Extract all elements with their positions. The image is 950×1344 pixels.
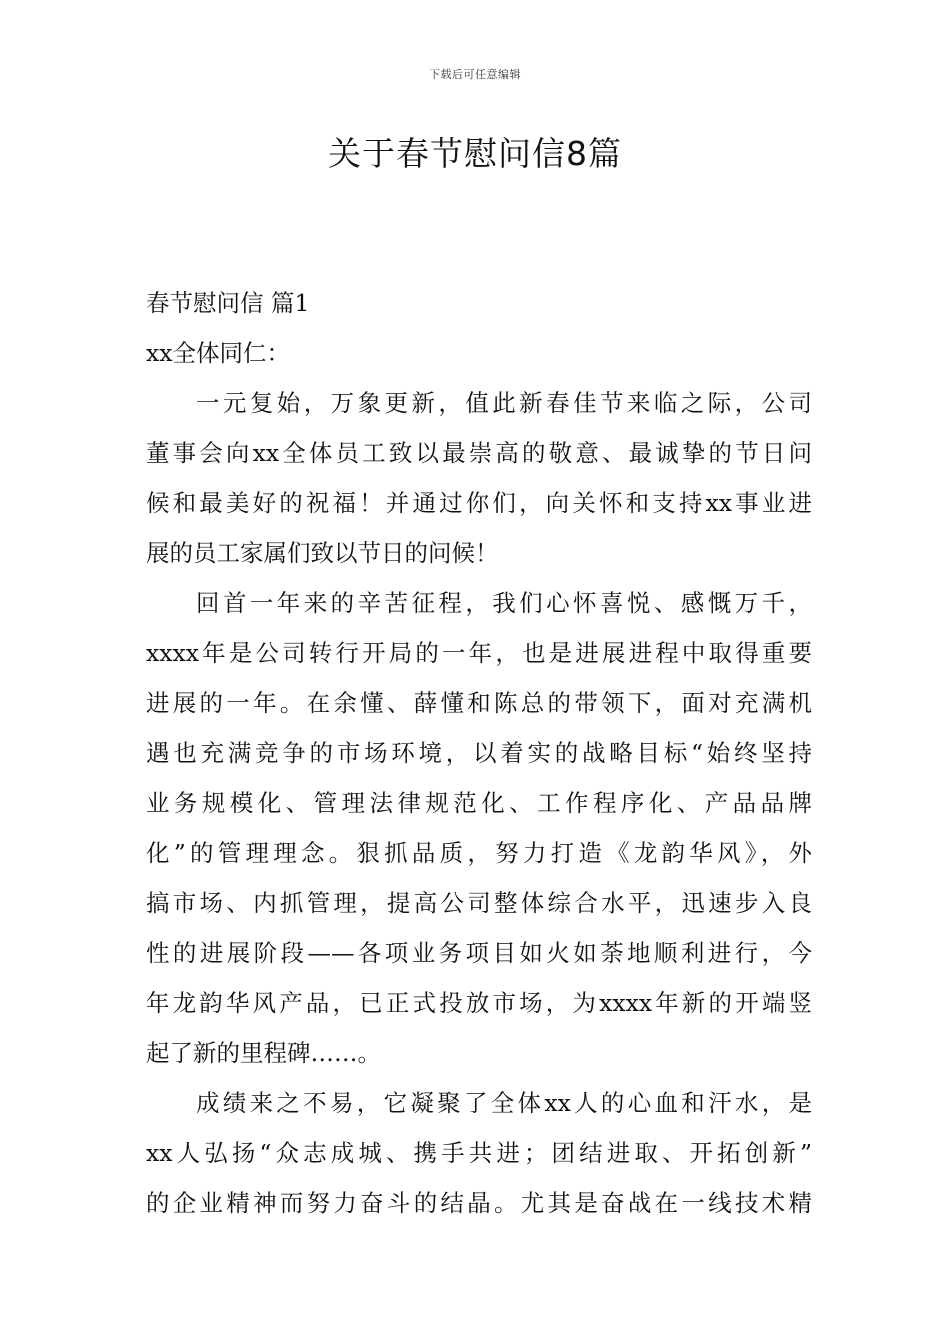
paragraph-line: 搞市场、内抓管理，提高公司整体综合水平，迅速步入良 — [146, 889, 812, 917]
paragraph-line: 业务规模化、管理法律规范化、工作程序化、产品品牌 — [146, 789, 812, 817]
paragraph-line: 进展的一年。在余懂、薛懂和陈总的带领下，面对充满机 — [146, 689, 812, 717]
paragraph-line: 展的员工家属们致以节日的问候！ — [146, 539, 499, 567]
document-title: 关于春节慰问信8篇 — [328, 134, 622, 173]
paragraph-line: 一元复始，万象更新，值此新春佳节来临之际，公司 — [196, 389, 812, 417]
paragraph-line: 起了新的里程碑……。 — [146, 1039, 381, 1067]
paragraph-line: 化”的管理理念。狠抓品质，努力打造《龙韵华风》，外 — [146, 839, 812, 867]
paragraph-1 — [146, 378, 812, 578]
paragraph-line: 董事会向xx全体员工致以最崇高的敬意、最诚挚的节日问 — [146, 439, 812, 467]
paragraph-line: 遇也充满竞争的市场环境，以着实的战略目标“始终坚持 — [146, 739, 812, 767]
salutation: xx全体同仁： — [146, 339, 291, 367]
section-heading: 春节慰问信 篇1 — [146, 289, 310, 317]
paragraph-line: 年龙韵华风产品，已正式投放市场，为xxxx年新的开端竖 — [146, 989, 812, 1017]
paragraph-3 — [146, 1078, 812, 1228]
paragraph-line: 成绩来之不易，它凝聚了全体xx人的心血和汗水，是 — [196, 1089, 812, 1117]
paragraph-2 — [146, 578, 812, 1078]
paragraph-line: 的企业精神而努力奋斗的结晶。尤其是奋战在一线技术精 — [146, 1189, 812, 1217]
paragraph-line: xxxx年是公司转行开局的一年，也是进展进程中取得重要 — [146, 639, 812, 667]
document-body — [146, 278, 812, 1228]
paragraph-line: 性的进展阶段——各项业务项目如火如荼地顺利进行，今 — [146, 939, 812, 967]
paragraph-line: xx人弘扬“众志成城、携手共进；团结进取、开拓创新” — [146, 1139, 812, 1167]
paragraph-line: 回首一年来的辛苦征程，我们心怀喜悦、感慨万千， — [196, 589, 812, 617]
page-header-note: 下载后可任意编辑 — [429, 68, 521, 81]
paragraph-line: 候和最美好的祝福！并通过你们，向关怀和支持xx事业进 — [146, 489, 812, 517]
